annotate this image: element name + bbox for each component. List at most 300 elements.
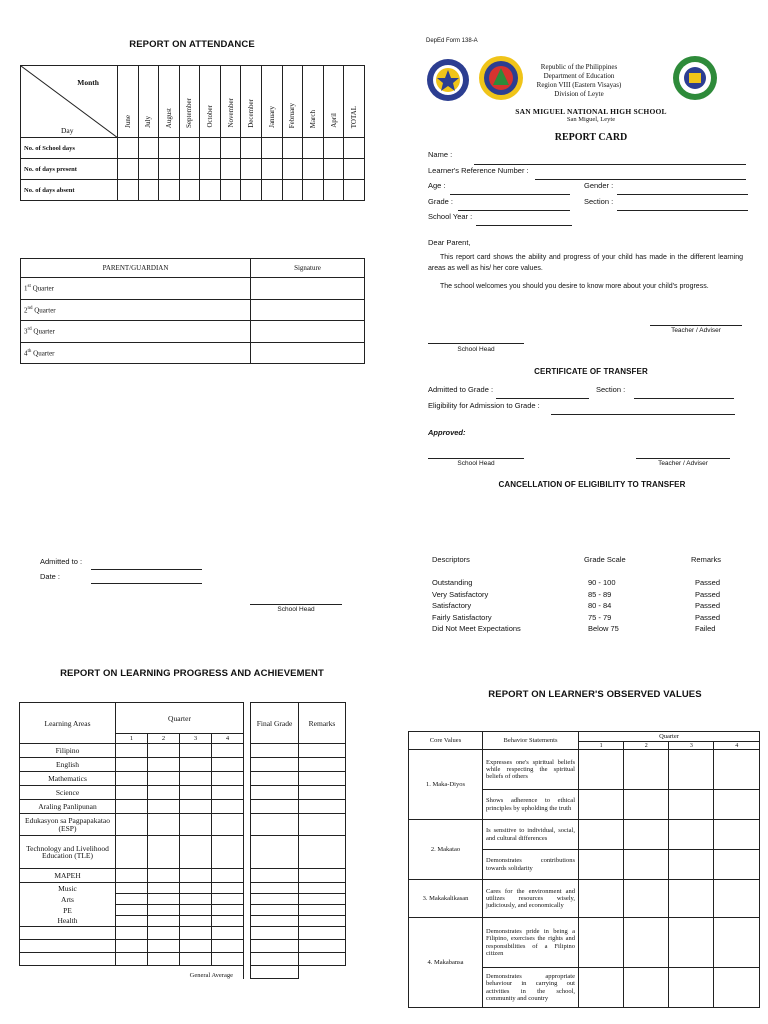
- gender-label: Gender :: [584, 181, 614, 190]
- month-label: October: [206, 105, 215, 128]
- attendance-title: REPORT ON ATTENDANCE: [129, 39, 255, 50]
- month-header: [138, 66, 159, 138]
- grade-cell[interactable]: [251, 772, 299, 786]
- month-header: [220, 66, 241, 138]
- admitted-to-label: Admitted to :: [40, 557, 83, 566]
- grade-cell[interactable]: [180, 758, 212, 772]
- attendance-cell[interactable]: [117, 138, 138, 159]
- grade-cell[interactable]: [299, 758, 346, 772]
- quarter-label: [21, 299, 251, 321]
- attendance-cell[interactable]: [344, 180, 365, 201]
- grade-cell[interactable]: [251, 905, 299, 916]
- value-rating-cell[interactable]: [579, 850, 624, 880]
- dear-parent: Dear Parent,: [428, 238, 471, 247]
- grade-cell[interactable]: [251, 744, 299, 758]
- lrn-field[interactable]: [535, 179, 746, 180]
- attendance-row-label: No. of School days: [21, 138, 118, 159]
- grade-cell[interactable]: [116, 786, 148, 800]
- grading-row: [432, 578, 732, 590]
- learning-progress-table: [19, 702, 346, 979]
- certificate-title: CERTIFICATE OF TRANSFER: [534, 367, 648, 376]
- values-quarter-header: Quarter: [579, 732, 760, 742]
- quarter-word: Quarter: [30, 284, 54, 293]
- grade-cell[interactable]: [116, 927, 148, 940]
- grade-cell[interactable]: [180, 927, 212, 940]
- month-label: TOTAL: [350, 105, 359, 128]
- date-label: Date :: [40, 572, 61, 581]
- grade-cell[interactable]: [148, 786, 180, 800]
- grade-cell[interactable]: [251, 800, 299, 814]
- grade-cell[interactable]: [299, 953, 346, 966]
- values-quarter-number: 4: [714, 742, 760, 750]
- attendance-corner-cell: [21, 66, 118, 138]
- school-head-label: School Head: [277, 606, 315, 613]
- grade-cell[interactable]: [116, 772, 148, 786]
- value-rating-cell[interactable]: [714, 968, 760, 1008]
- general-average-label: [20, 966, 244, 979]
- month-label: December: [247, 99, 256, 128]
- attendance-cell[interactable]: [200, 159, 221, 180]
- grade-cell[interactable]: [116, 905, 148, 916]
- descriptor: Very Satisfactory: [432, 589, 489, 599]
- core-value: 4. Makabansa: [409, 918, 483, 1008]
- age-field[interactable]: [450, 194, 570, 195]
- attendance-cell[interactable]: [344, 138, 365, 159]
- attendance-cell[interactable]: [200, 180, 221, 201]
- grade-cell[interactable]: [180, 953, 212, 966]
- month-label: April: [329, 113, 338, 128]
- quarter-number: 3: [180, 734, 212, 744]
- value-rating-cell[interactable]: [579, 790, 624, 820]
- month-header: [282, 66, 303, 138]
- subject-label: Mathematics: [20, 772, 116, 786]
- quarter-label: [21, 342, 251, 364]
- grade-cell[interactable]: [116, 940, 148, 953]
- grade-cell[interactable]: [299, 916, 346, 927]
- observed-values-title: REPORT ON LEARNER'S OBSERVED VALUES: [488, 689, 702, 700]
- mapeh-component: Health: [20, 916, 116, 927]
- value-rating-cell[interactable]: [624, 850, 669, 880]
- remark: Passed: [695, 589, 721, 599]
- gender-field[interactable]: [617, 194, 748, 195]
- grade-cell[interactable]: [212, 916, 244, 927]
- school-head-label: School Head: [457, 346, 495, 353]
- grade-cell[interactable]: [251, 916, 299, 927]
- grade-cell[interactable]: [148, 814, 180, 836]
- grading-row: [432, 624, 732, 636]
- admitted-grade-field[interactable]: [496, 398, 589, 399]
- quarter-num: 2: [24, 305, 28, 314]
- mapeh-component: Arts: [20, 894, 116, 905]
- attendance-cell[interactable]: [179, 159, 200, 180]
- signature-cell[interactable]: [251, 278, 365, 300]
- parent-signature-table: [20, 258, 365, 364]
- deped-seal-icon: [426, 58, 470, 102]
- subject-label: Araling Panlipunan: [20, 800, 116, 814]
- grade-cell[interactable]: [251, 894, 299, 905]
- grade-cell[interactable]: [212, 744, 244, 758]
- grade-cell[interactable]: [212, 772, 244, 786]
- grade-cell[interactable]: [212, 927, 244, 940]
- republic-line: Republic of the Philippines: [540, 63, 618, 71]
- admitted-grade-label: Admitted to Grade :: [428, 385, 494, 394]
- attendance-cell[interactable]: [282, 180, 303, 201]
- core-values-header: Core Values: [409, 732, 483, 750]
- school-name: SAN MIGUEL NATIONAL HIGH SCHOOL: [515, 107, 667, 116]
- value-rating-cell[interactable]: [714, 850, 760, 880]
- grade-cell[interactable]: [299, 894, 346, 905]
- signature-cell[interactable]: [251, 321, 365, 343]
- grading-header: [432, 555, 732, 578]
- remarks-header: Remarks: [691, 555, 722, 564]
- grade-cell[interactable]: [148, 940, 180, 953]
- learning-progress-title: REPORT ON LEARNING PROGRESS AND ACHIEVEMENT: [60, 668, 324, 679]
- attendance-cell[interactable]: [262, 180, 283, 201]
- grade-cell[interactable]: [180, 800, 212, 814]
- month-header: [179, 66, 200, 138]
- attendance-cell[interactable]: [323, 180, 344, 201]
- grade-cell[interactable]: [148, 758, 180, 772]
- eligibility-label: Eligibility for Admission to Grade :: [428, 401, 540, 410]
- grade-cell[interactable]: [116, 800, 148, 814]
- grade-cell[interactable]: [116, 953, 148, 966]
- value-rating-cell[interactable]: [579, 918, 624, 968]
- month-label: January: [267, 106, 276, 128]
- approved-label: Approved:: [428, 428, 466, 437]
- lrn-label: Learner's Reference Number :: [428, 166, 529, 175]
- grade-cell[interactable]: [148, 894, 180, 905]
- grade-cell[interactable]: [299, 869, 346, 883]
- attendance-cell[interactable]: [323, 138, 344, 159]
- quarter-sup: nd: [27, 305, 33, 311]
- grade-cell[interactable]: [251, 786, 299, 800]
- attendance-cell[interactable]: [159, 180, 180, 201]
- value-rating-cell[interactable]: [624, 918, 669, 968]
- observed-values-table: [408, 731, 760, 1008]
- core-value: 2. Makatao: [409, 820, 483, 880]
- grade-cell[interactable]: [116, 916, 148, 927]
- grade-cell[interactable]: [180, 836, 212, 869]
- value-rating-cell[interactable]: [624, 968, 669, 1008]
- grade-cell[interactable]: [212, 953, 244, 966]
- mapeh-component: PE: [20, 905, 116, 916]
- head-signature-line[interactable]: [428, 343, 524, 344]
- grading-row: [432, 613, 732, 625]
- quarter-sup: th: [27, 348, 32, 354]
- month-header: [323, 66, 344, 138]
- school-year-field[interactable]: [476, 225, 572, 226]
- grade-field[interactable]: [458, 210, 570, 211]
- attendance-cell[interactable]: [159, 159, 180, 180]
- grade-cell[interactable]: [180, 905, 212, 916]
- attendance-cell[interactable]: [138, 159, 159, 180]
- scale: 75 - 79: [588, 612, 612, 622]
- grade-cell[interactable]: [116, 869, 148, 883]
- attendance-cell[interactable]: [241, 180, 262, 201]
- attendance-cell[interactable]: [303, 138, 324, 159]
- grade-cell[interactable]: [251, 940, 299, 953]
- grade-cell[interactable]: [299, 905, 346, 916]
- grade-cell[interactable]: [180, 786, 212, 800]
- attendance-cell[interactable]: [159, 138, 180, 159]
- grade-cell[interactable]: [299, 814, 346, 836]
- grade-cell[interactable]: [251, 814, 299, 836]
- value-rating-cell[interactable]: [624, 750, 669, 790]
- descriptor: Did Not Meet Expectations: [432, 624, 521, 633]
- grade-cell[interactable]: [180, 940, 212, 953]
- letter-paragraph-1: This report card shows the ability and progress of your child has made in the different learning areas as well as his/ her core values.: [428, 254, 743, 272]
- grade-cell[interactable]: [251, 836, 299, 869]
- grade-cell[interactable]: [116, 836, 148, 869]
- blank-subject-cell: [20, 927, 116, 940]
- school-head-signature-line[interactable]: [250, 604, 342, 605]
- grading-row: [432, 590, 732, 602]
- grade-cell[interactable]: [251, 953, 299, 966]
- name-label: Name :: [428, 150, 453, 159]
- cancellation-title: CANCELLATION OF ELIGIBILITY TO TRANSFER: [498, 480, 686, 489]
- quarter-header: Quarter: [116, 703, 244, 734]
- general-average-remarks-blank: [299, 966, 346, 979]
- core-value: 1. Maka-Diyos: [409, 750, 483, 820]
- blank-subject-cell: [20, 953, 116, 966]
- quarter-sup: st: [27, 284, 31, 290]
- grade-cell[interactable]: [180, 916, 212, 927]
- cert-head-line[interactable]: [428, 458, 524, 459]
- scale: 90 - 100: [588, 578, 616, 587]
- attendance-cell[interactable]: [138, 180, 159, 201]
- attendance-cell[interactable]: [220, 180, 241, 201]
- attendance-cell[interactable]: [138, 138, 159, 159]
- month-header: [262, 66, 283, 138]
- value-rating-cell[interactable]: [579, 880, 624, 918]
- subject-label: Filipino: [20, 744, 116, 758]
- grade-cell[interactable]: [116, 758, 148, 772]
- attendance-cell[interactable]: [179, 180, 200, 201]
- attendance-cell[interactable]: [282, 138, 303, 159]
- quarter-word: Quarter: [31, 327, 55, 336]
- values-quarter-number: 2: [624, 742, 669, 750]
- grade-cell[interactable]: [212, 814, 244, 836]
- attendance-cell[interactable]: [344, 159, 365, 180]
- grade-cell[interactable]: [148, 744, 180, 758]
- scale: Below 75: [588, 624, 619, 633]
- behavior-statement: Shows adherence to ethical principles by upholding the truth: [483, 790, 579, 820]
- value-rating-cell[interactable]: [624, 820, 669, 850]
- name-field[interactable]: [474, 164, 746, 165]
- attendance-cell[interactable]: [117, 159, 138, 180]
- month-header: [159, 66, 180, 138]
- report-card-title: REPORT CARD: [554, 132, 628, 143]
- grade-cell[interactable]: [299, 940, 346, 953]
- remark: Passed: [695, 578, 721, 587]
- subject-label: English: [20, 758, 116, 772]
- attendance-cell[interactable]: [303, 180, 324, 201]
- grade-cell[interactable]: [116, 814, 148, 836]
- grade-cell[interactable]: [212, 786, 244, 800]
- value-rating-cell[interactable]: [714, 790, 760, 820]
- value-rating-cell[interactable]: [669, 790, 714, 820]
- value-rating-cell[interactable]: [669, 820, 714, 850]
- department-line: Department of Education: [543, 72, 615, 80]
- attendance-cell[interactable]: [117, 180, 138, 201]
- attendance-cell[interactable]: [220, 159, 241, 180]
- value-rating-cell[interactable]: [669, 968, 714, 1008]
- section-label: Section :: [584, 197, 614, 206]
- attendance-cell[interactable]: [323, 159, 344, 180]
- month-label: July: [144, 116, 153, 128]
- value-rating-cell[interactable]: [579, 750, 624, 790]
- descriptor: Outstanding: [432, 578, 473, 587]
- quarter-number: 4: [212, 734, 244, 744]
- grade-label: Grade :: [428, 197, 454, 206]
- cert-teacher-label: Teacher / Adviser: [658, 460, 708, 467]
- grade-cell[interactable]: [180, 894, 212, 905]
- remarks-header: Remarks: [299, 703, 346, 744]
- month-label: August: [164, 107, 173, 128]
- grade-cell[interactable]: [299, 786, 346, 800]
- grade-cell[interactable]: [251, 869, 299, 883]
- grade-cell[interactable]: [212, 894, 244, 905]
- value-rating-cell[interactable]: [669, 880, 714, 918]
- grade-cell[interactable]: [148, 883, 180, 894]
- school-year-label: School Year :: [428, 212, 473, 221]
- grade-cell[interactable]: [299, 883, 346, 894]
- grade-cell[interactable]: [212, 883, 244, 894]
- attendance-cell[interactable]: [220, 138, 241, 159]
- grade-cell[interactable]: [180, 869, 212, 883]
- grading-scale: [432, 555, 732, 636]
- grade-cell[interactable]: [148, 800, 180, 814]
- eligibility-field[interactable]: [551, 414, 735, 415]
- grade-cell[interactable]: [251, 758, 299, 772]
- remark: Failed: [695, 624, 716, 633]
- grade-cell[interactable]: [299, 772, 346, 786]
- value-rating-cell[interactable]: [714, 880, 760, 918]
- behavior-statement: Is sensitive to individual, social, and cultural differences: [483, 820, 579, 850]
- general-average-cell[interactable]: [251, 966, 299, 979]
- grade-cell[interactable]: [251, 927, 299, 940]
- value-rating-cell[interactable]: [714, 918, 760, 968]
- grade-cell[interactable]: [180, 883, 212, 894]
- month-header: [344, 66, 365, 138]
- quarter-num: 3: [24, 327, 28, 336]
- grade-cell[interactable]: [180, 814, 212, 836]
- grade-cell[interactable]: [148, 905, 180, 916]
- cert-school-head-label: School Head: [457, 460, 495, 467]
- attendance-cell[interactable]: [241, 159, 262, 180]
- cert-teacher-line[interactable]: [636, 458, 730, 459]
- remark: Passed: [695, 612, 721, 622]
- grading-row: [432, 601, 732, 613]
- quarter-num: 1: [24, 284, 28, 293]
- cert-section-field[interactable]: [634, 398, 734, 399]
- grade-cell[interactable]: [116, 744, 148, 758]
- behavior-statement: Demonstrates appropriate behaviour in carrying out activities in the school, community and country: [483, 968, 579, 1008]
- value-rating-cell[interactable]: [669, 918, 714, 968]
- subject-label: MAPEH: [20, 869, 116, 883]
- grade-cell[interactable]: [299, 836, 346, 869]
- quarter-num: 4: [24, 348, 28, 357]
- attendance-cell[interactable]: [241, 138, 262, 159]
- attendance-row-label: No. of days absent: [21, 180, 118, 201]
- date-line[interactable]: [91, 583, 202, 584]
- grade-cell[interactable]: [148, 836, 180, 869]
- value-rating-cell[interactable]: [579, 820, 624, 850]
- grade-cell[interactable]: [148, 869, 180, 883]
- grade-cell[interactable]: [212, 758, 244, 772]
- signature-cell[interactable]: [251, 342, 365, 364]
- quarter-word: Quarter: [31, 348, 55, 357]
- grade-cell[interactable]: [148, 927, 180, 940]
- grade-cell[interactable]: [212, 800, 244, 814]
- value-rating-cell[interactable]: [624, 790, 669, 820]
- attendance-cell[interactable]: [282, 159, 303, 180]
- admitted-to-line[interactable]: [91, 569, 202, 570]
- remark: Passed: [695, 601, 721, 610]
- value-rating-cell[interactable]: [669, 850, 714, 880]
- behavior-statement: Cares for the environment and utilizes resources wisely, judiciously, and economically: [483, 880, 579, 918]
- month-label: November: [226, 98, 235, 128]
- grade-cell[interactable]: [212, 905, 244, 916]
- value-rating-cell[interactable]: [624, 880, 669, 918]
- grade-cell[interactable]: [180, 744, 212, 758]
- month-header: [117, 66, 138, 138]
- subject-label: Technology and Livelihood Education (TLE): [20, 836, 116, 869]
- grade-cell[interactable]: [180, 772, 212, 786]
- school-seal-icon: [672, 55, 718, 101]
- descriptors-header: Descriptors: [432, 555, 470, 564]
- attendance-cell[interactable]: [303, 159, 324, 180]
- school-town: San Miguel, Leyte: [566, 116, 616, 123]
- grade-cell[interactable]: [212, 940, 244, 953]
- values-quarter-number: 3: [669, 742, 714, 750]
- final-grade-header: [244, 703, 251, 744]
- scale: 85 - 89: [588, 589, 612, 599]
- grade-cell[interactable]: [299, 800, 346, 814]
- attendance-cell[interactable]: [200, 138, 221, 159]
- attendance-cell[interactable]: [179, 138, 200, 159]
- grade-scale-header: Grade Scale: [584, 555, 626, 564]
- value-rating-cell[interactable]: [579, 968, 624, 1008]
- grade-cell[interactable]: [212, 869, 244, 883]
- quarter-sup: rd: [27, 327, 32, 333]
- quarter-number: 1: [116, 734, 148, 744]
- attendance-cell[interactable]: [262, 138, 283, 159]
- value-rating-cell[interactable]: [669, 750, 714, 790]
- value-rating-cell[interactable]: [714, 750, 760, 790]
- grade-cell[interactable]: [148, 916, 180, 927]
- grade-cell[interactable]: [116, 894, 148, 905]
- signature-cell[interactable]: [251, 299, 365, 321]
- month-label: June: [123, 115, 132, 128]
- quarter-number: 2: [148, 734, 180, 744]
- cert-section-label: Section :: [596, 385, 626, 394]
- grade-cell[interactable]: [299, 927, 346, 940]
- grade-cell[interactable]: [212, 836, 244, 869]
- teacher-signature-line[interactable]: [650, 325, 742, 326]
- attendance-cell[interactable]: [262, 159, 283, 180]
- value-rating-cell[interactable]: [714, 820, 760, 850]
- signature-header: Signature: [251, 259, 365, 278]
- grade-cell[interactable]: [116, 883, 148, 894]
- grade-cell[interactable]: [148, 772, 180, 786]
- quarter-label: [21, 278, 251, 300]
- grade-cell[interactable]: [251, 883, 299, 894]
- division-line: Division of Leyte: [554, 90, 604, 98]
- grade-cell[interactable]: [148, 953, 180, 966]
- grade-cell[interactable]: [299, 744, 346, 758]
- section-field[interactable]: [617, 210, 748, 211]
